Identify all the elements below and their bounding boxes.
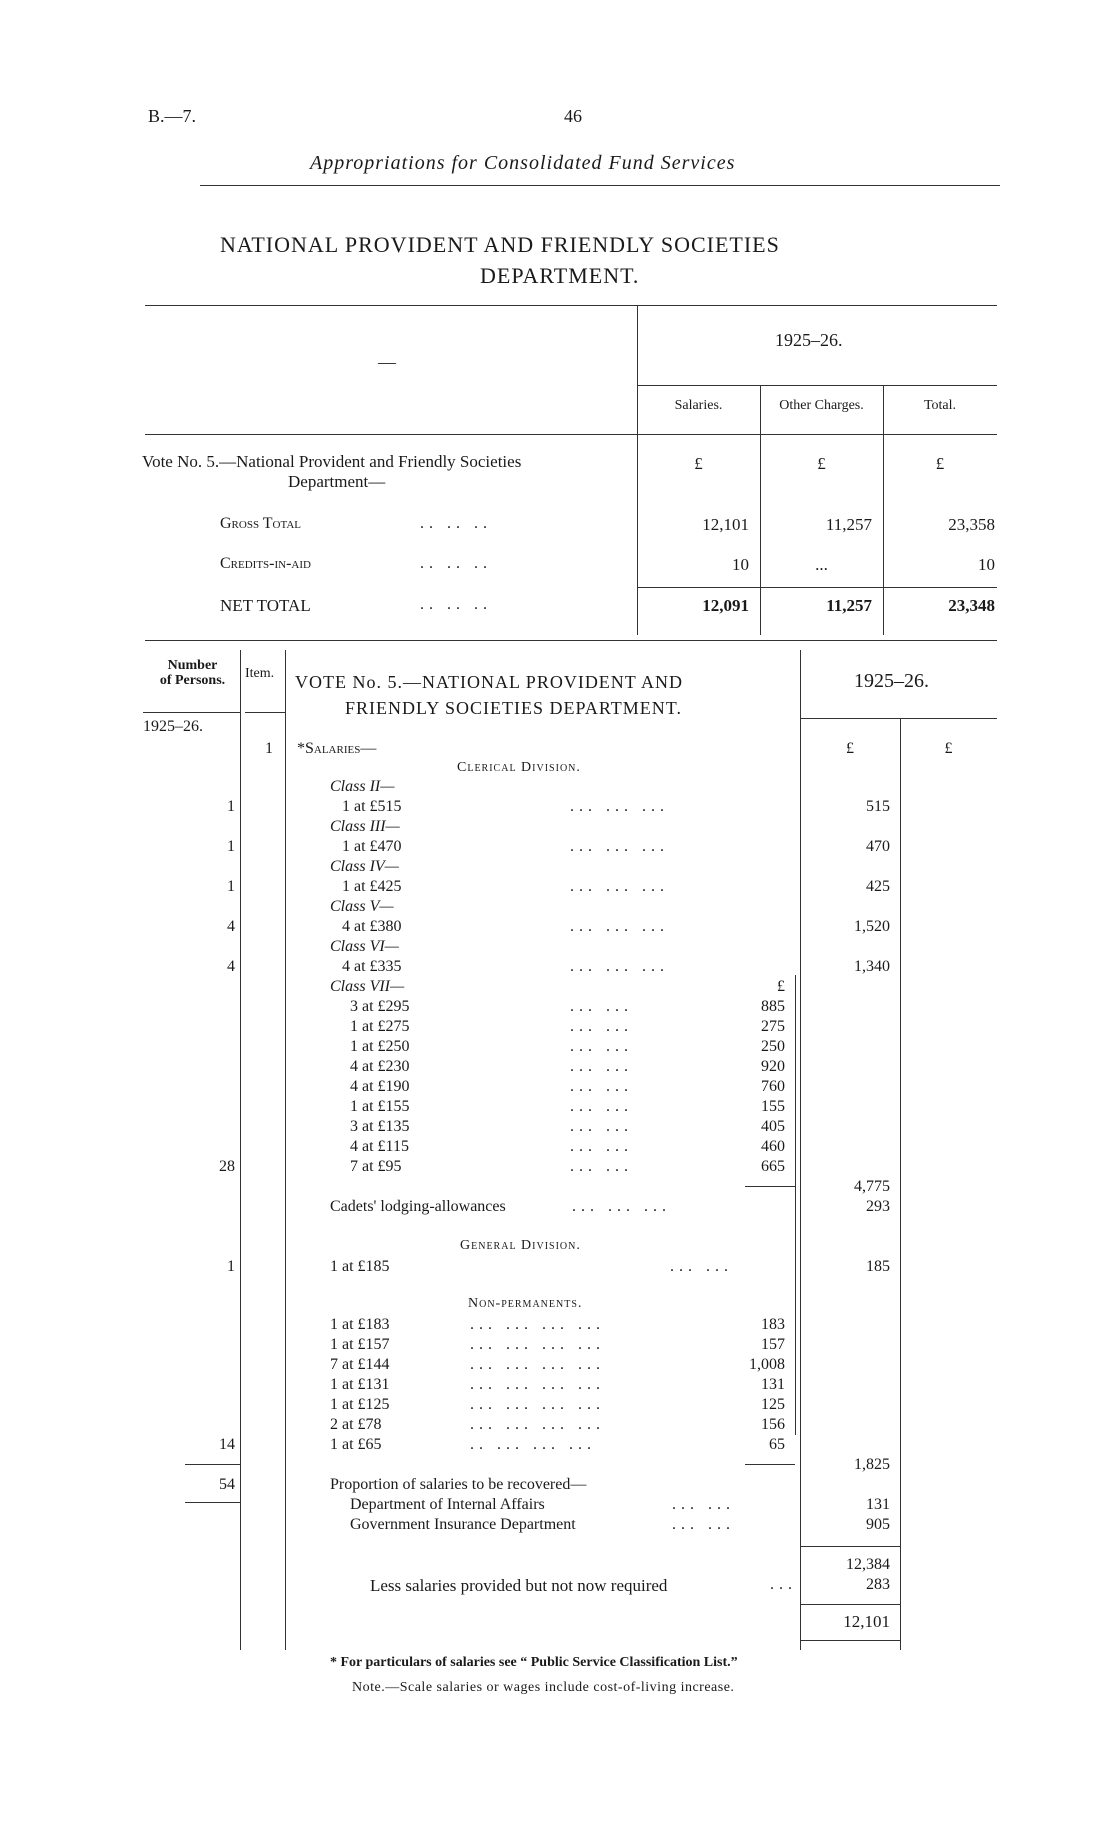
detail-divider-amount2 (900, 718, 901, 1650)
persons-header-rule (143, 712, 240, 713)
leader-dots: ... ... (570, 1018, 633, 1035)
less-salaries-label: Less salaries provided but not now required (370, 1576, 668, 1595)
summary-top-rule (145, 305, 997, 306)
pound-sign: £ (846, 740, 854, 757)
page-title-line1: NATIONAL PROVIDENT AND FRIENDLY SOCIETIES (220, 232, 780, 257)
amount-header-rule (800, 718, 997, 719)
cadets-label: Cadets' lodging-allowances (330, 1198, 506, 1215)
total-rule (800, 1604, 900, 1605)
persons-count: 4 (227, 958, 235, 975)
class-line: 3 at £295 (350, 998, 410, 1015)
leader-dots: ... ... (672, 1496, 735, 1513)
leader-dots: ... ... ... (570, 958, 669, 975)
col-salaries: Salaries. (674, 398, 723, 413)
detail-vote-title-line2: FRIENDLY SOCIETIES DEPARTMENT. (345, 698, 682, 718)
nonperm-line: 1 at £131 (330, 1376, 390, 1393)
persons-count: 1 (227, 1258, 235, 1275)
internal-affairs-label: Department of Internal Affairs (350, 1496, 545, 1513)
leader-dots: .. ... ... ... (470, 1436, 596, 1453)
class-line: 4 at £230 (350, 1058, 410, 1075)
nonperm-line: 7 at £144 (330, 1356, 390, 1373)
leader-dots: ... ... (570, 1038, 633, 1055)
general-line: 1 at £185 (330, 1258, 390, 1275)
credits-salaries: 10 (732, 555, 749, 574)
class-amount: 1,340 (854, 958, 890, 975)
class-amount: 665 (761, 1158, 785, 1175)
persons-count: 14 (219, 1436, 235, 1453)
nonperm-amount: 65 (769, 1436, 785, 1453)
persons-count: 28 (219, 1158, 235, 1175)
summary-row-label: Gross Total (220, 515, 302, 532)
class-label: Class VI— (330, 938, 399, 955)
header-rule (200, 185, 1000, 186)
leader-dots: ... ... ... (570, 918, 669, 935)
detail-vote-title-line1: VOTE No. 5.—NATIONAL PROVIDENT AND (295, 672, 683, 692)
detail-divider-subcol (795, 975, 796, 1435)
leader-dots: ... ... (570, 1078, 633, 1095)
leader-dots: .. .. .. (420, 596, 492, 613)
col-number-of-persons: Number of Persons. (159, 658, 226, 688)
nonperm-line: 1 at £157 (330, 1336, 390, 1353)
leader-dots: .. .. .. (420, 555, 492, 572)
class-amount: 460 (761, 1138, 785, 1155)
subtotal-amount: 12,384 (846, 1556, 890, 1573)
gross-total: 23,358 (948, 515, 995, 534)
detail-divider-item (285, 650, 286, 1650)
class-label: Class V— (330, 898, 394, 915)
class-amount: 425 (866, 878, 890, 895)
govt-insurance-label: Government Insurance Department (350, 1516, 576, 1533)
credits-other-charges: ... (815, 555, 828, 574)
gross-salaries: 12,101 (702, 515, 749, 534)
pound-sign: £ (694, 454, 703, 473)
col-total: Total. (923, 398, 957, 413)
summary-vote-line2: Department— (288, 472, 386, 491)
leader-dots: ... ... ... ... (470, 1316, 605, 1333)
persons-count: 1 (227, 798, 235, 815)
class-label: Class VII— (330, 978, 405, 995)
credits-total: 10 (978, 555, 995, 574)
class-line: 4 at £380 (342, 918, 402, 935)
leader-dots: ... ... (672, 1516, 735, 1533)
leader-dots: ... ... (570, 1138, 633, 1155)
leader-dots: ... ... ... ... (470, 1356, 605, 1373)
persons-total-rule (185, 1464, 240, 1465)
leader-dots: ... ... ... ... (470, 1416, 605, 1433)
col-item: Item. (245, 666, 275, 681)
salaries-heading: *Salaries— (297, 740, 377, 757)
class-line: 1 at £470 (342, 838, 402, 855)
nonperm-amount: 156 (761, 1416, 785, 1433)
class-line: 4 at £190 (350, 1078, 410, 1095)
nonperm-amount: 1,008 (749, 1356, 785, 1373)
class-label: Class II— (330, 778, 395, 795)
subtotal-rule (745, 1464, 795, 1465)
nonperm-total: 1,825 (854, 1456, 890, 1473)
class-label: Class III— (330, 818, 400, 835)
class-amount: 275 (761, 1018, 785, 1035)
class-amount: 885 (761, 998, 785, 1015)
total-persons: 54 (219, 1476, 235, 1493)
net-total-rule (637, 587, 997, 588)
final-total: 12,101 (843, 1612, 890, 1631)
class7-total: 4,775 (854, 1178, 890, 1195)
item-number: 1 (265, 740, 273, 757)
persons-total-underline (185, 1502, 240, 1503)
running-title: Appropriations for Consolidated Fund Services (310, 152, 736, 174)
detail-divider-persons (240, 650, 241, 1650)
summary-year-rule (637, 385, 997, 386)
total-underline (800, 1640, 900, 1641)
leader-dots: ... ... (570, 1098, 633, 1115)
subtotal-rule (800, 1546, 900, 1547)
nonperm-line: 1 at £125 (330, 1396, 390, 1413)
nonperm-amount: 183 (761, 1316, 785, 1333)
leader-dots: ... ... (670, 1258, 733, 1275)
class-amount: 760 (761, 1078, 785, 1095)
net-salaries: 12,091 (702, 596, 749, 615)
class-line: 4 at £335 (342, 958, 402, 975)
leader-dots: ... ... ... ... (470, 1376, 605, 1393)
summary-row-label: NET TOTAL (220, 596, 311, 615)
nonperm-line: 2 at £78 (330, 1416, 382, 1433)
pound-sign: £ (944, 740, 953, 757)
leader-dots: ... ... ... (570, 838, 669, 855)
pound-sign: £ (817, 454, 826, 473)
gross-other-charges: 11,257 (825, 515, 872, 534)
detail-year: 1925–26. (854, 670, 929, 692)
summary-row-label: Credits-in-aid (220, 555, 311, 572)
persons-count: 1 (227, 878, 235, 895)
cadets-amount: 293 (866, 1198, 890, 1215)
class-amount: 920 (761, 1058, 785, 1075)
page-title-line2: DEPARTMENT. (480, 263, 640, 288)
summary-bottom-rule (145, 640, 997, 641)
summary-vote-line1: Vote No. 5.—National Provident and Friendly Societies (142, 452, 522, 471)
clerical-division-heading: Clerical Division. (457, 760, 581, 775)
leader-dots: ... ... ... ... (470, 1396, 605, 1413)
leader-dots: ... ... (570, 1058, 633, 1075)
leader-dots: .. .. .. (420, 515, 492, 532)
class-amount: 250 (761, 1038, 785, 1055)
subtotal-rule (745, 1186, 795, 1187)
leader-dots: ... ... (570, 1158, 633, 1175)
internal-affairs-amount: 131 (866, 1496, 890, 1513)
leader-dots: ... ... (570, 1118, 633, 1135)
nonperm-amount: 131 (761, 1376, 785, 1393)
class-line: 4 at £115 (350, 1138, 409, 1155)
summary-dash: — (378, 352, 396, 372)
proportion-label: Proportion of salaries to be recovered— (330, 1476, 587, 1493)
leader-dots: ... ... ... (572, 1198, 671, 1215)
leader-dots: ... (770, 1576, 797, 1593)
leader-dots: ... ... ... (570, 798, 669, 815)
class-line: 1 at £425 (342, 878, 402, 895)
persons-count: 4 (227, 918, 235, 935)
class-amount: 515 (866, 798, 890, 815)
document-reference: B.—7. (148, 106, 197, 126)
general-amount: 185 (866, 1258, 890, 1275)
net-other-charges: 11,257 (826, 596, 872, 615)
class-label: Class IV— (330, 858, 399, 875)
nonperm-line: 1 at £183 (330, 1316, 390, 1333)
salaries-footnote: * For particulars of salaries see “ Public Service Classification List.” (330, 1655, 738, 1670)
pound-sign: £ (935, 454, 945, 473)
scale-note: Note.—Scale salaries or wages include cost-of-living increase. (352, 1680, 735, 1695)
net-total: 23,348 (948, 596, 995, 615)
class-amount: 1,520 (854, 918, 890, 935)
nonperm-amount: 157 (761, 1336, 785, 1353)
class-amount: 405 (761, 1118, 785, 1135)
class-line: 1 at £250 (350, 1038, 410, 1055)
class-line: 7 at £95 (350, 1158, 402, 1175)
summary-year: 1925–26. (775, 330, 843, 350)
leader-dots: ... ... ... (570, 878, 669, 895)
govt-insurance-amount: 905 (866, 1516, 890, 1533)
leader-dots: ... ... ... ... (470, 1336, 605, 1353)
persons-year: 1925–26. (143, 718, 203, 735)
general-division-heading: General Division. (460, 1238, 581, 1253)
class-amount: 470 (866, 838, 890, 855)
summary-header-rule (145, 434, 997, 435)
nonperm-line: 1 at £65 (330, 1436, 382, 1453)
class-amount: 155 (761, 1098, 785, 1115)
class-line: 3 at £135 (350, 1118, 410, 1135)
item-header-rule (245, 712, 285, 713)
col-other-charges: Other Charges. (779, 398, 864, 413)
class-line: 1 at £275 (350, 1018, 410, 1035)
less-salaries-amount: 283 (866, 1576, 890, 1593)
page-number: 46 (564, 106, 582, 126)
pound-sign: £ (777, 978, 785, 995)
class-line: 1 at £515 (342, 798, 402, 815)
persons-count: 1 (227, 838, 235, 855)
class-line: 1 at £155 (350, 1098, 410, 1115)
nonperm-amount: 125 (761, 1396, 785, 1413)
non-permanents-heading: Non-permanents. (468, 1296, 583, 1311)
leader-dots: ... ... (570, 998, 633, 1015)
